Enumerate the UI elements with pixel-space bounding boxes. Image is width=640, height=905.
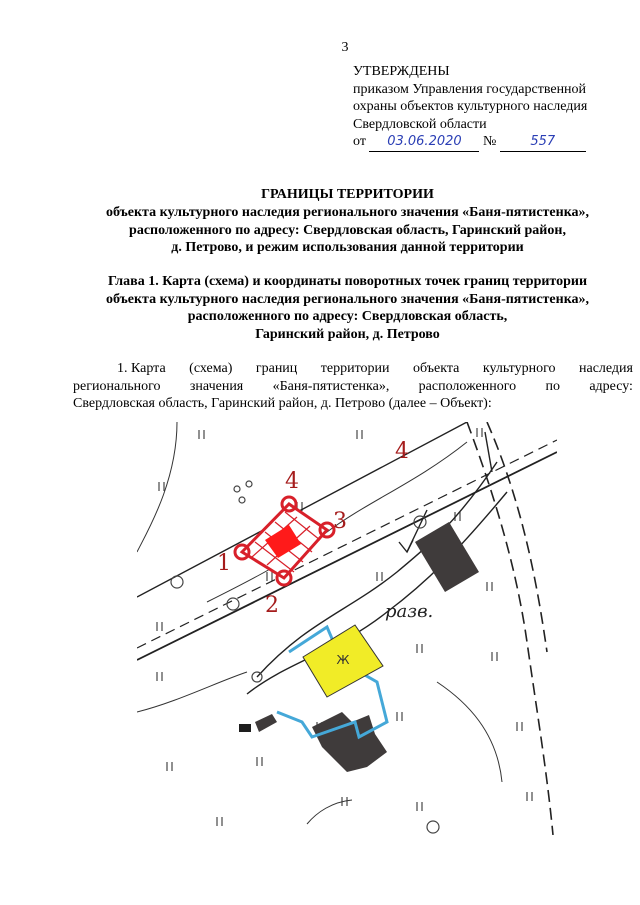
chapter-line: объекта культурного наследия регионального значения «Баня-пятистенка»,	[105, 291, 590, 307]
word: наследия	[579, 361, 633, 376]
date-value: 03.06.2020	[387, 134, 462, 149]
point-label-1: 1	[217, 551, 231, 576]
subtitle-line: расположенного по адресу: Свердловская область, Гаринский район,	[129, 222, 566, 238]
residential-label: Ж	[336, 653, 350, 667]
word: «Баня-пятистенка»,	[272, 378, 390, 394]
word: территории	[320, 361, 390, 376]
point-label-3: 3	[333, 509, 347, 534]
date-field	[369, 133, 479, 152]
boundary-map	[137, 422, 557, 835]
approval-line: приказом Управления государственной	[353, 81, 587, 97]
word: культурного	[482, 361, 556, 376]
paragraph-line	[73, 378, 633, 396]
word: объекта	[413, 361, 460, 376]
number-prefix: №	[482, 134, 497, 149]
chapter-line: расположенного по адресу: Свердловская область,	[187, 309, 508, 324]
point-label-4: 4	[285, 469, 299, 494]
word: границ	[255, 361, 298, 376]
chapter-heading	[60, 273, 635, 343]
chapter-line: Гаринский район, д. Петрово	[255, 326, 440, 342]
paragraph-line: Свердловская область, Гаринский район, д. Петрово (далее – Объект):	[73, 396, 492, 411]
document-subtitle	[60, 204, 635, 257]
page-number: 3	[341, 40, 349, 55]
document-title: ГРАНИЦЫ ТЕРРИТОРИИ	[261, 187, 434, 202]
word: расположенного	[418, 378, 517, 394]
date-prefix: от	[353, 134, 366, 149]
word: регионального	[73, 378, 161, 394]
word: адресу:	[589, 378, 633, 394]
point-label-2: 2	[265, 593, 279, 618]
paragraph-line	[73, 360, 633, 378]
subtitle-line: объекта культурного наследия регионального значения «Баня-пятистенка»,	[105, 205, 590, 220]
ruins-label: разв.	[385, 601, 434, 622]
chapter-line: Глава 1. Карта (схема) и координаты поворотных точек границ территории	[107, 274, 588, 289]
word: по	[545, 378, 560, 394]
approval-date-row	[353, 133, 633, 152]
building-black-mark	[239, 724, 251, 732]
word: (схема)	[189, 361, 233, 376]
word: 1. Карта	[117, 361, 166, 376]
road-point-label-4: 4	[395, 439, 409, 464]
approval-line: охраны объектов культурного наследия	[353, 99, 588, 114]
subtitle-line: д. Петрово, и режим использования данной территории	[171, 240, 524, 255]
approval-line: Свердловской области	[353, 116, 487, 132]
approval-block	[353, 63, 633, 152]
map-paragraph	[73, 360, 633, 413]
number-value: 557	[530, 134, 556, 149]
approval-heading: УТВЕРЖДЕНЫ	[353, 64, 450, 79]
word: значения	[189, 378, 244, 394]
number-field	[500, 133, 586, 152]
